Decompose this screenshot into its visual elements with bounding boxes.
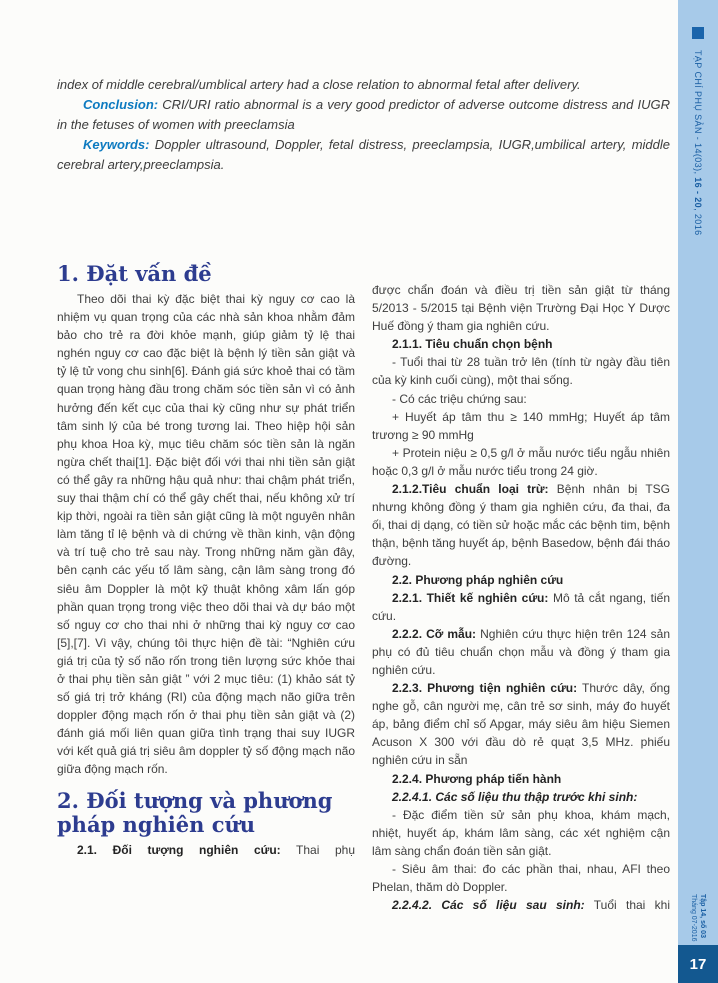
section-2-1-label: 2.1. Đối tượng nghiên cứu: [77,842,281,857]
paragraph: + Huyết áp tâm thu ≥ 140 mmHg; Huyết áp tâm trương ≥ 90 mmHg [372,409,670,442]
subheading-2-2: 2.2. Phương pháp nghiên cứu [392,572,564,587]
paragraph-text: Nghiên cứu thực hiện trên 124 sản phụ có đủ tiêu chuẩn chọn mẫu và đồng ý tham gia nghiên cứu. [372,626,671,677]
month-line: Tháng 07-2016 [690,893,697,941]
abstract-section [57,75,670,175]
paragraph [372,480,670,570]
journal-sidebar [678,0,718,983]
section-1-heading: 1. Đặt vấn đề [57,261,212,286]
paragraph: được chẩn đoán và điều trị tiền sản giật từ tháng 5/2013 - 5/2015 tại Bệnh viện Trường Đại Học Y Dược Huế đồng ý tham gia nghiên cứu. [372,283,670,334]
volume-line: Tập 14, số 03 [699,893,706,938]
abstract-conclusion [57,95,670,135]
paragraph: - Đặc điểm tiền sử sản phụ khoa, khám mạch, nhiệt, huyết áp, khám lâm sàng, các xét nghiệm cận lâm sàng chẩn đoán tiền sản giật. [372,807,670,858]
page-number: 17 [689,955,707,973]
paragraph [372,770,670,788]
conclusion-label: Conclusion: [83,97,159,112]
paragraph [372,625,670,679]
conclusion-text: CRI/URI ratio abnormal is a very good predictor of adverse outcome distress and IUGR in the fetuses of women with preeclamsia [57,97,670,132]
subheading-2-1-1: 2.1.1. Tiêu chuẩn chọn bệnh [392,337,553,352]
subheading-2-1-2: 2.1.2.Tiêu chuẩn loại trừ: [392,482,549,497]
subheading-2-2-4-2: 2.2.4.2. Các số liệu sau sinh: [392,898,585,913]
body-columns [57,262,670,914]
paragraph-text: Thước dây, ống nghe gỗ, cân người mẹ, cân trẻ sơ sinh, máy đo huyết áp, bảng điểm chỉ số Apgar, máy siêu âm hiệu Siemen Acuson X 300 với đầu dò rẻ quạt 3,5 MHz. phiếu nghiên cứu in sẵn [372,681,671,768]
journal-square-marker-icon [692,27,704,39]
right-column [372,262,670,914]
journal-ref-prefix: TẠP CHÍ PHỤ SẢN - 14(03), [693,50,703,178]
keywords-text: Doppler ultrasound, Doppler, fetal distress, preeclampsia, IUGR,umbilical artery, middle cerebral artery,preeclampsia. [57,137,670,172]
page-number-box [678,945,718,983]
journal-reference [693,50,703,236]
abstract-continuation: index of middle cerebral/umblical artery had a close relation to abnormal fetal after delivery. [57,77,581,92]
subheading-2-2-4: 2.2.4. Phương pháp tiến hành [392,771,562,786]
section-2-heading: 2. Đối tượng và phương pháp nghiên cứu [57,787,333,837]
left-column [57,262,355,914]
journal-ref-suffix: , 2016 [693,208,703,236]
keywords-label: Keywords: [83,137,150,152]
paragraph-text: Bệnh nhân bị TSG nhưng không đồng ý tham gia nghiên cứu, đa thai, đa ối, thai dị dạng, có tiền sử hoặc mắc các bệnh tim, bệnh thận, bệnh tăng huyết áp, bệnh Basedow, bệnh đái tháo đường. [372,482,670,569]
paragraph [372,335,670,353]
abstract-keywords [57,135,670,175]
paragraph [372,788,670,806]
paragraph: - Siêu âm thai: đo các phần thai, nhau, AFI theo Phelan, thăm dò Doppler. [372,862,670,895]
paragraph [372,679,670,769]
section-2-1-line [57,841,355,859]
paragraph: - Có các triệu chứng sau: [392,391,527,406]
volume-reference [689,894,707,941]
subheading-2-2-1: 2.2.1. Thiết kế nghiên cứu: [392,590,549,605]
paragraph: - Tuổi thai từ 28 tuần trở lên (tính từ ngày đầu tiên của kỳ kinh cuối cùng), một thai sống. [372,355,670,388]
subheading-2-2-4-1: 2.2.4.1. Các số liệu thu thập trước khi sinh: [392,789,638,804]
paragraph [372,589,670,625]
paragraph [372,896,670,914]
paragraph: + Protein niệu ≥ 0,5 g/l ở mẫu nước tiểu ngẫu nhiên hoặc 0,3 g/l ở mẫu nước tiểu trong 24 giờ. [372,445,670,478]
paragraph-text: Mô tả cắt ngang, tiến cứu. [372,590,670,623]
paragraph [372,571,670,589]
subheading-2-2-3: 2.2.3. Phương tiện nghiên cứu: [392,681,578,696]
section-1-paragraph: Theo dõi thai kỳ đặc biệt thai kỳ nguy cơ cao là nhiệm vụ quan trọng của các nhà sản khoa nhằm đảm bảo cho trẻ ra đời khỏe mạnh, giúp giảm tỷ lệ thai nghén nguy cơ cao đặc biệt là bệnh lý tiền sản giật và tỷ lệ tử vong chu sinh[6]. Đánh giá sức khoẻ thai có tầm quan trọng hàng đầu trong chăm sóc tiền sản vì có ảnh hưởng đến kết cục của thai kỳ cũng như sự phát triển tâm sinh lý của bé trong tương lai. Theo hiệp hội sản phụ khoa Hoa kỳ, mục tiêu chăm sóc tiền sản là ngăn ngừa chết thai[1]. Đặc biệt đối với thai nhi tiền sản giật có thể gây ra những hậu quả như: thai chậm phát triển, suy thai thậm chí có thể gây chết thai, nếu không xử trí kịp thời, ngoài ra tiền sản giật cũng là một nguyên nhân làm tăng tỉ lệ bệnh và di chứng về thần kinh, vận động và trí tuệ cho trẻ sau này. Trong những năm gần đây, bên cạnh các yếu tố lâm sàng, cận lâm sàng trong đó siêu âm Doppler là một kỹ thuật không xâm lấn góp phần quan trọng trong việc theo dõi thai và dự báo một số nguy cơ cho thai nhi ở những thai kỳ nguy cơ cao [5],[7]. Vì vậy, chúng tôi thực hiện đề tài: “Nghiên cứu giá trị của tỷ số não rốn trong tiên lượng sức khỏe thai ở thai phụ tiền sản giật ” với 2 mục tiêu: (1) khảo sát tỷ số giá trị trở kháng (RI) của động mạch não giữa trên doppler động mạch rốn ở thai phụ tiền sản giật và (2) đánh giá mối liên quan giữa tình trạng thai suy IUGR với kết quả giá trị siêu âm doppler tỷ số động mạch não giữa động mạch rốn. [57,292,355,777]
journal-ref-pages: 16 - 20 [693,177,703,209]
section-2-1-text: Thai phụ [296,842,355,857]
subheading-2-2-2: 2.2.2. Cỡ mẫu: [392,626,477,641]
paragraph-text: Tuổi thai khi [593,898,670,913]
